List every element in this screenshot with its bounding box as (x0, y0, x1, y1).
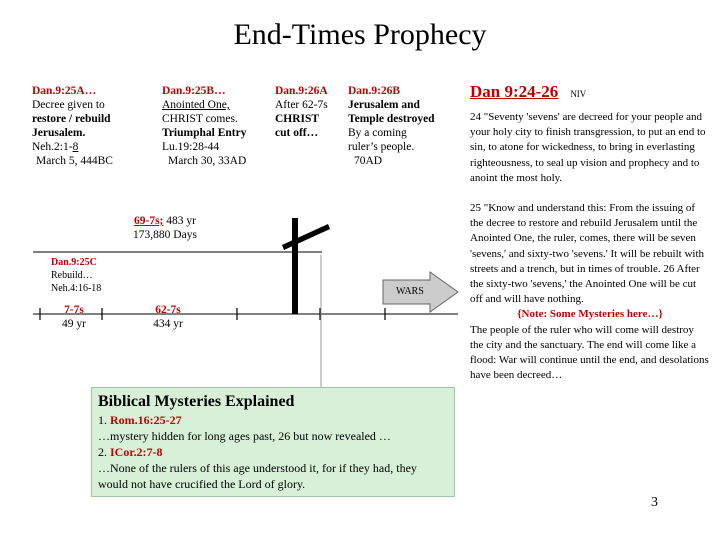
page-number: 3 (651, 495, 658, 510)
rebuild-neh: Neh.4:16-18 (51, 283, 102, 294)
mystery-item-1 (98, 412, 448, 428)
col3-line1: After 62-7s (275, 99, 328, 111)
col4-line1: Jerusalem and (348, 99, 420, 111)
scripture-verse-25: 25 "Know and understand this: From the issuing of the decree to restore and rebuild Jerusalem until the Anointed One, the ruler, comes, there will be seven 'sevens,' and sixty-two 'sevens.' It will be rebuilt with streets and a trench, but in times of trouble. 26 After the sixty-two 'sevens,' the Anointed One will be cut off and will have nothing. (470, 202, 705, 306)
ref-dan-9-25c: Dan.9:25C (51, 257, 97, 268)
col2-line3: Triumphal Entry (162, 127, 247, 139)
ref-dan-9-24-26: Dan 9:24-26 (470, 82, 559, 101)
ref-dan-9-26b: Dan.9:26B (348, 85, 401, 97)
mysteries-note: {Note: Some Mysteries here…} (517, 308, 663, 321)
cross-beam-icon (282, 224, 330, 250)
ref-dan-9-25b: Dan.9:25B… (162, 85, 226, 97)
seg2-label (143, 303, 193, 331)
col1-neh-verse: 8 (72, 141, 79, 153)
col4-date: 70AD (354, 155, 383, 167)
scripture-header (470, 82, 710, 102)
span-days: 173,880 Days (133, 229, 197, 241)
ref-dan-9-26a: Dan.9:26A (275, 85, 328, 97)
page-title: End-Times Prophecy (233, 18, 487, 51)
seg1-years: 49 yr (62, 318, 86, 330)
col3-line3: cut off… (275, 127, 319, 139)
col1-line3: Jerusalem. (32, 127, 86, 139)
seg1-ref: 7-7s (64, 304, 84, 316)
col1-date: March 5, 444BC (36, 155, 113, 167)
rebuild-label (51, 256, 101, 295)
biblical-mysteries-box (91, 387, 455, 497)
seg2-ref: 62-7s (155, 304, 181, 316)
col1-line1: Decree given to (32, 99, 105, 111)
col2-line2: CHRIST comes. (162, 113, 238, 125)
seg1-label (50, 303, 98, 331)
span-years: 483 yr (163, 215, 196, 227)
col1-line2: restore / rebuild (32, 113, 111, 125)
col2-line4: Lu.19:28-44 (162, 141, 220, 153)
item1-number: 1. (98, 413, 110, 427)
col4-line3: By a coming (348, 127, 407, 139)
biblical-heading: Biblical Mysteries Explained (98, 393, 295, 410)
version-label: NIV (570, 89, 587, 99)
mystery-item-2 (98, 444, 448, 460)
span-ref: 69-7s; (134, 215, 164, 227)
scripture-verse-26: The people of the ruler who will come will destroy the city and the sanctuary. The end will come like a flood: War will continue until the end, and desolations have been decreed… (470, 323, 709, 382)
mystery-item-2-text: …None of the rulers of this age understood it, for if they had, they would not have crucified the Lord of glory. (98, 461, 417, 491)
span-label (100, 214, 230, 242)
wars-label: WARS (396, 286, 424, 297)
cross-icon (292, 218, 298, 314)
col4-line2: Temple destroyed (348, 113, 435, 125)
scripture-verse-24: 24 "Seventy 'sevens' are decreed for your people and your holy city to finish transgression, to put an end to sin, to atone for wickedness, to bring in everlasting righteousness, to seal up vision and prophecy and to anoint the most holy. (470, 111, 706, 184)
col4-line4: ruler’s people. (348, 141, 415, 153)
ref-rom-16: Rom.16:25-27 (110, 413, 182, 427)
scripture-verses-25-26 (470, 201, 710, 383)
seg2-years: 434 yr (153, 318, 183, 330)
ref-dan-9-25a: Dan.9:25A… (32, 85, 97, 97)
col2-date: March 30, 33AD (168, 155, 247, 167)
ref-icor-2: ICor.2:7-8 (110, 445, 163, 459)
col1-neh-ref: Neh.2:1- (32, 141, 73, 153)
mystery-item-1-text: …mystery hidden for long ages past, 26 but now revealed … (98, 429, 391, 443)
col3-line2: CHRIST (275, 113, 320, 125)
col2-line1: Anointed One, (162, 99, 230, 111)
rebuild-text: Rebuild… (51, 270, 93, 281)
item2-number: 2. (98, 445, 110, 459)
